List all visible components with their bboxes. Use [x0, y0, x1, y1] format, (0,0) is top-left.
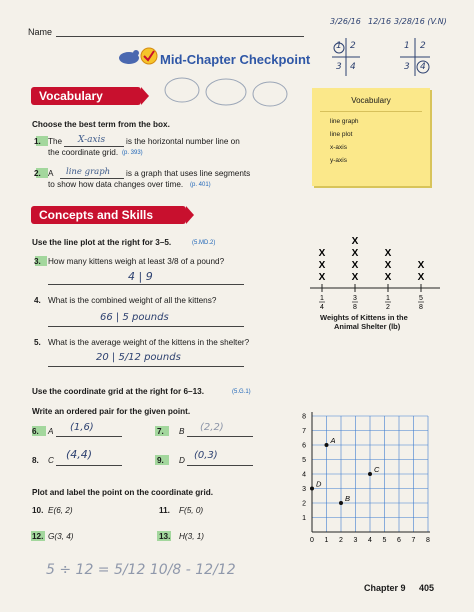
line-plot-tick-label-num: 5 — [419, 295, 423, 302]
vocab-item: line plot — [330, 131, 353, 138]
q5-number: 5. — [34, 338, 41, 347]
q8-answer: (4,4) — [66, 448, 93, 461]
q2-post: is a graph that uses line segments — [126, 169, 251, 178]
vocab-item: x-axis — [330, 144, 347, 151]
line-plot-x-mark: X — [351, 248, 359, 259]
line-plot-tick-label-den: 8 — [419, 304, 423, 311]
hand-date-1: 3/26/16 — [330, 17, 361, 26]
grid-point-label: C — [374, 465, 380, 474]
checkmark-icon — [140, 47, 158, 65]
q8-answer-line[interactable] — [56, 465, 122, 466]
scribble-circles — [160, 72, 310, 114]
q1-number: 1. — [34, 137, 41, 146]
score-grid-1-c: 3 — [336, 62, 342, 72]
q3-answer: 4 | 9 — [128, 270, 153, 283]
line-plot-x-mark: X — [384, 272, 392, 283]
line-plot-x-mark: X — [351, 272, 359, 283]
line-plot-x-mark: X — [351, 236, 359, 247]
q11-number: 11. — [159, 506, 170, 515]
q3-number: 3. — [34, 257, 41, 266]
q7-answer-line[interactable] — [187, 436, 253, 437]
score-grid-2-c: 3 — [404, 62, 410, 72]
plot-instruction: Plot and label the point on the coordinate grid. — [32, 488, 214, 497]
grid-point-label: D — [316, 479, 322, 489]
line-plot-tick-label-num: 1 — [386, 295, 390, 302]
q1-ref: (p. 393) — [122, 150, 143, 156]
line-plot-x-mark: X — [417, 272, 425, 283]
y-tick-label: 1 — [302, 515, 306, 522]
line-plot-x-mark: X — [351, 260, 359, 271]
hand-date-2: 3/28/16 (V.N) — [394, 17, 447, 26]
grid-point-label: B — [345, 494, 351, 503]
x-tick-label: 4 — [368, 537, 372, 544]
vocabulary-box-title: Vocabulary — [351, 96, 391, 105]
q9-answer-line[interactable] — [187, 465, 253, 466]
line-plot-tick-label-den: 8 — [353, 304, 357, 311]
line-plot-x-mark: X — [318, 272, 326, 283]
line-plot — [300, 228, 450, 312]
line-plot-tick-label-num: 3 — [353, 295, 357, 302]
q1-pre: The — [48, 137, 63, 146]
q6-answer: (1,6) — [70, 422, 94, 433]
y-tick-label: 5 — [302, 457, 306, 464]
grid-point-label: A — [330, 436, 336, 445]
page-title: Mid-Chapter Checkpoint — [160, 52, 311, 67]
x-tick-label: 7 — [411, 537, 416, 544]
q13-number: 13. — [159, 532, 171, 541]
line-plot-x-mark: X — [384, 248, 392, 259]
coordinate-grid — [290, 398, 430, 548]
x-tick-label: 1 — [324, 537, 329, 544]
score-grid-1-a: 1 — [336, 41, 342, 51]
q10-number: 10. — [32, 506, 44, 515]
q5-answer-line[interactable] — [48, 366, 244, 367]
q2-answer-line[interactable] — [60, 178, 124, 179]
q8-number: 8. — [32, 456, 39, 465]
bottom-scratch-work: 5 ÷ 12 = 5/12 10/8 - 12/12 — [46, 562, 236, 578]
q12-number: 12. — [32, 532, 44, 541]
line-plot-tick-label-den: 2 — [386, 304, 390, 311]
grid-point — [368, 472, 372, 476]
q5-text: What is the average weight of the kittens in the shelter? — [48, 338, 250, 347]
vocab-item: line graph — [330, 118, 359, 125]
x-tick-label: 6 — [397, 537, 401, 544]
q4-number: 4. — [34, 296, 41, 305]
ordered-pair-instruction: Write an ordered pair for the given point. — [32, 407, 191, 416]
q6-label: A — [48, 427, 54, 436]
grid-point — [325, 443, 329, 447]
q2-answer: line graph — [66, 167, 111, 177]
vocabulary-box — [312, 88, 430, 186]
q12-text: G(3, 4) — [48, 532, 74, 541]
y-tick-label: 7 — [302, 428, 306, 435]
q6-number: 6. — [32, 427, 39, 436]
x-tick-label: 2 — [339, 537, 343, 544]
line-plot-x-mark: X — [417, 260, 425, 271]
line-plot-x-mark: X — [318, 248, 326, 259]
q8-label: C — [48, 456, 54, 465]
vocab-divider — [320, 111, 422, 112]
q9-number: 9. — [157, 456, 164, 465]
q7-answer: (2,2) — [200, 422, 224, 433]
x-tick-label: 8 — [426, 537, 430, 544]
q6-answer-line[interactable] — [56, 436, 122, 437]
grid-point — [310, 487, 314, 491]
x-tick-label: 0 — [310, 537, 314, 544]
name-label: Name — [28, 27, 53, 37]
y-tick-label: 2 — [302, 500, 306, 508]
mascot-icon — [118, 47, 140, 65]
concepts-banner: Concepts and Skills — [31, 206, 186, 224]
q3-answer-line[interactable] — [48, 284, 244, 285]
y-tick-label: 4 — [302, 471, 306, 479]
q1-line2: the coordinate grid. — [48, 148, 119, 157]
q9-answer: (0,3) — [194, 450, 218, 461]
score-grid-2-b: 2 — [420, 41, 426, 51]
chapter-label: Chapter 9 — [364, 583, 406, 593]
lineplot-ref: (5.MD.2) — [192, 240, 216, 246]
line-plot-title-2: Animal Shelter (lb) — [334, 322, 401, 331]
q2-number: 2. — [34, 169, 41, 178]
q1-post: is the horizontal number line on — [126, 137, 240, 146]
page-number: 405 — [419, 583, 435, 593]
line-plot-tick-label-num: 1 — [320, 295, 324, 302]
line-plot-x-mark: X — [384, 260, 392, 271]
grid-point — [339, 501, 343, 505]
q2-pre: A — [48, 169, 54, 178]
y-tick-label: 8 — [302, 413, 306, 421]
lineplot-instruction: Use the line plot at the right for 3–5. — [32, 238, 172, 247]
name-line[interactable] — [56, 36, 304, 37]
line-plot-x-mark: X — [318, 260, 326, 271]
q4-answer: 66 | 5 pounds — [100, 312, 169, 323]
score-grid-1-b: 2 — [350, 41, 356, 51]
vocab-item: y-axis — [330, 157, 347, 164]
q2-line2: to show how data changes over time. — [48, 180, 184, 189]
q2-ref: (p. 401) — [190, 182, 211, 188]
q11-text: F(5, 0) — [179, 506, 204, 515]
q10-text: E(6, 2) — [48, 506, 73, 515]
q4-text: What is the combined weight of all the kittens? — [48, 296, 217, 305]
grid-instruction: Use the coordinate grid at the right for 6–13. — [32, 387, 204, 396]
score-grid-2-a: 1 — [404, 41, 410, 51]
q5-answer: 20 | 5/12 pounds — [96, 352, 181, 363]
y-tick-label: 6 — [302, 442, 306, 450]
q1-answer-line[interactable] — [64, 146, 124, 147]
vocabulary-banner: Vocabulary — [31, 87, 141, 105]
q13-text: H(3, 1) — [179, 532, 205, 541]
score-grid-2-d: 4 — [420, 62, 426, 72]
q7-number: 7. — [157, 427, 164, 436]
score-grid-1 — [330, 36, 362, 78]
x-tick-label: 5 — [382, 537, 387, 544]
grid-ref: (5.G.1) — [232, 389, 251, 395]
q4-answer-line[interactable] — [48, 326, 244, 327]
q3-text: How many kittens weigh at least 3/8 of a pound? — [48, 257, 225, 266]
line-plot-title-1: Weights of Kittens in the — [320, 313, 408, 322]
score-grid-1-d: 4 — [350, 62, 356, 72]
x-tick-label: 3 — [353, 537, 358, 544]
hand-score-1: 12/16 — [368, 17, 392, 26]
q7-label: B — [179, 427, 185, 436]
vocab-instruction: Choose the best term from the box. — [32, 120, 170, 129]
q1-answer: X-axis — [78, 135, 106, 145]
y-tick-label: 3 — [302, 486, 306, 493]
line-plot-tick-label-den: 4 — [320, 304, 324, 311]
line-plot-marks — [319, 236, 425, 283]
q9-label: D — [179, 456, 185, 465]
